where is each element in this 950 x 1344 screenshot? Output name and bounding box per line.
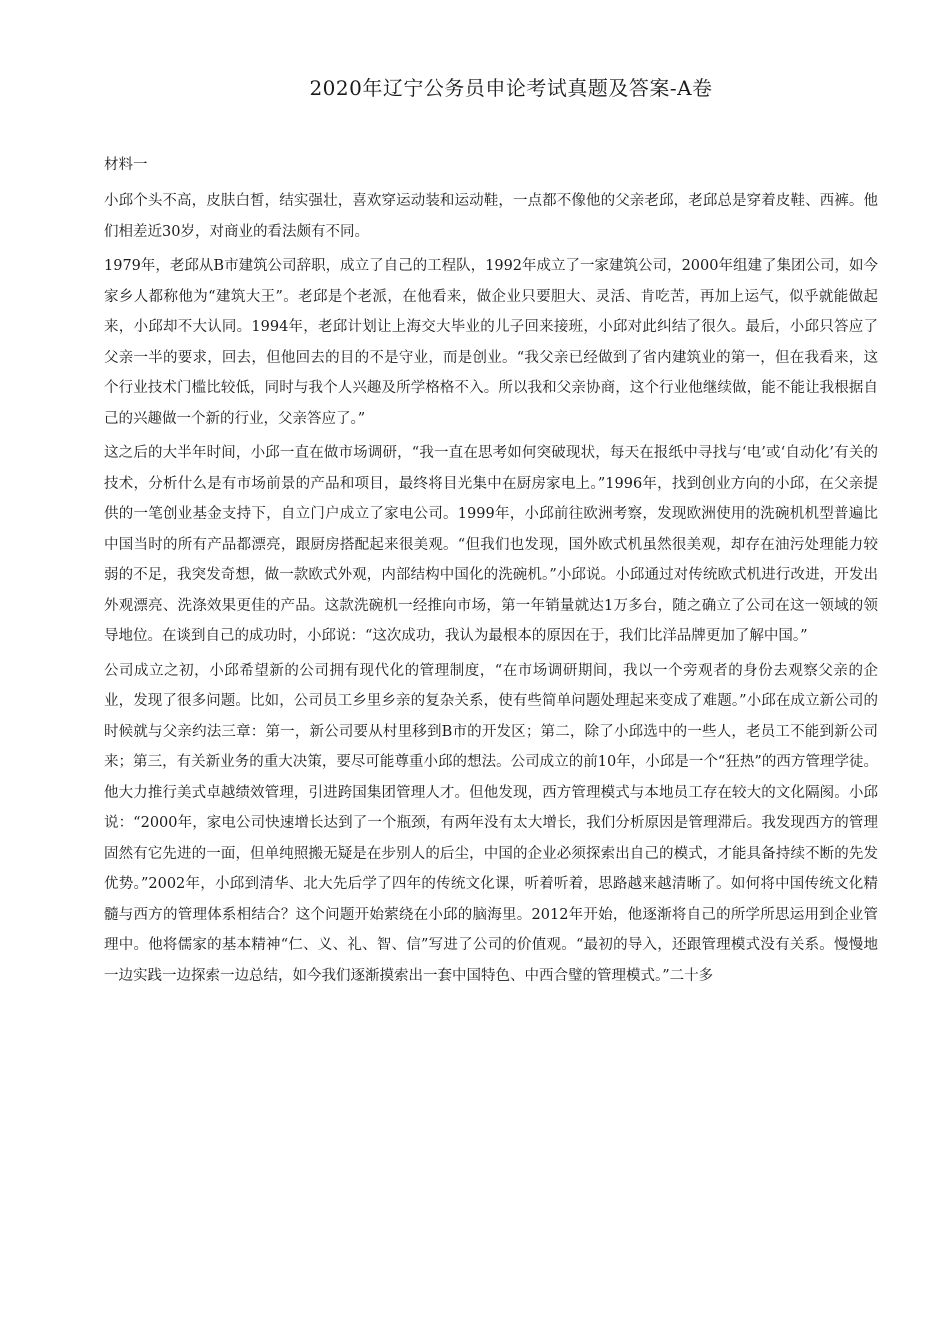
paragraph-text: 1979年，老邱从B市建筑公司辞职，成立了自己的工程队，1992年成立了一家建筑公司，2000年组建了集团公司，如今家乡人都称他为“建筑大王”。老邱是个老派，在他看来，做企业只要胆大、灵活、肯吃苦，再加上运气，似乎就能做起来，小邱却不大认同。1994年，老邱计划让上海交大毕业的儿子回来接班，小邱对此纠结了很久。最后，小邱只答应了父亲一半的要求，回去，但他回去的目的不是守业，而是创业。“我父亲已经做到了省内建筑业的第一，但在我看来，这个行业技术门槛比较低，同时与我个人兴趣及所学格格不入。所以我和父亲协商，这个行业他继续做，能不能让我根据自己的兴趣做一个新的行业，父亲答应了。” (104, 258, 878, 427)
paragraph-text: 公司成立之初，小邱希望新的公司拥有现代化的管理制度，“在市场调研期间，我以一个旁观者的身份去观察父亲的企业，发现了很多问题。比如，公司员工乡里乡亲的复杂关系，使有些简单问题处理起来变成了难题。”小邱在成立新公司的时候就与父亲约法三章：第一，新公司要从村里移到B市的开发区；第二，除了小邱选中的一些人，老员工不能到新公司来；第三，有关新业务的重大决策，要尽可能尊重小邱的想法。公司成立的前10年，小邱是一个“狂热”的西方管理学徒。他大力推行美式卓越绩效管理，引进跨国集团管理人才。但他发现，西方管理模式与本地员工存在较大的文化隔阂。小邱说：“2000年，家电公司快速增长达到了一个瓶颈，有两年没有太大增长，我们分析原因是管理滞后。我发现西方的管理固然有它先进的一面，但单纯照搬无疑是在步别人的后尘，中国的企业必须探索出自己的模式，才能具备持续不断的先发优势。”2002年，小邱到清华、北大先后学了四年的传统文化课，听着听着，思路越来越清晰了。如何将中国传统文化精髓与西方的管理体系相结合？这个问题开始萦绕在小邱的脑海里。2012年开始，他逐渐将自己的所学所思运用到企业管理中。他将儒家的基本精神“仁、义、礼、智、信”写进了公司的价值观。“最初的导入，还跟管理模式没有关系。慢慢地一边实践一边探索一边总结，如今我们逐渐摸索出一套中国特色、中西合璧的管理模式。”二十多 (104, 662, 878, 984)
paragraph-text: 这之后的大半年时间，小邱一直在做市场调研，“我一直在思考如何突破现状，每天在报纸中寻找与‘电’或‘自动化’有关的技术，分析什么是有市场前景的产品和项目，最终将目光集中在厨房家电上。”1996年，找到创业方向的小邱，在父亲提供的一笔创业基金支持下，自立门户成立了家电公司。1999年，小邱前往欧洲考察，发现欧洲使用的洗碗机机型普遍比中国当时的所有产品都漂亮，跟厨房搭配起来很美观。“但我们也发现，国外欧式机虽然很美观，却存在油污处理能力较弱的不足，我突发奇想，做一款欧式外观，内部结构中国化的洗碗机。”小邱说。小邱通过对传统欧式机进行改进，开发出外观漂亮、洗涤效果更佳的产品。这款洗碗机一经推向市场，第一年销量就达1万多台，随之确立了公司在这一领域的领导地位。在谈到自己的成功时，小邱说：“这次成功，我认为最根本的原因在于，我们比洋品牌更加了解中国。” (104, 445, 878, 644)
paragraph (104, 438, 878, 652)
paragraph-text: 小邱个头不高，皮肤白皙，结实强壮，喜欢穿运动装和运动鞋，一点都不像他的父亲老邱，老邱总是穿着皮鞋、西裤。他们相差近30岁，对商业的看法颇有不同。 (104, 193, 878, 240)
paragraph (104, 251, 878, 434)
section-label: 材料一 (104, 157, 148, 173)
paragraph (104, 656, 878, 992)
document-title: 2020年辽宁公务员申论考试真题及答案-A卷 (309, 76, 713, 100)
paragraph (104, 186, 878, 247)
